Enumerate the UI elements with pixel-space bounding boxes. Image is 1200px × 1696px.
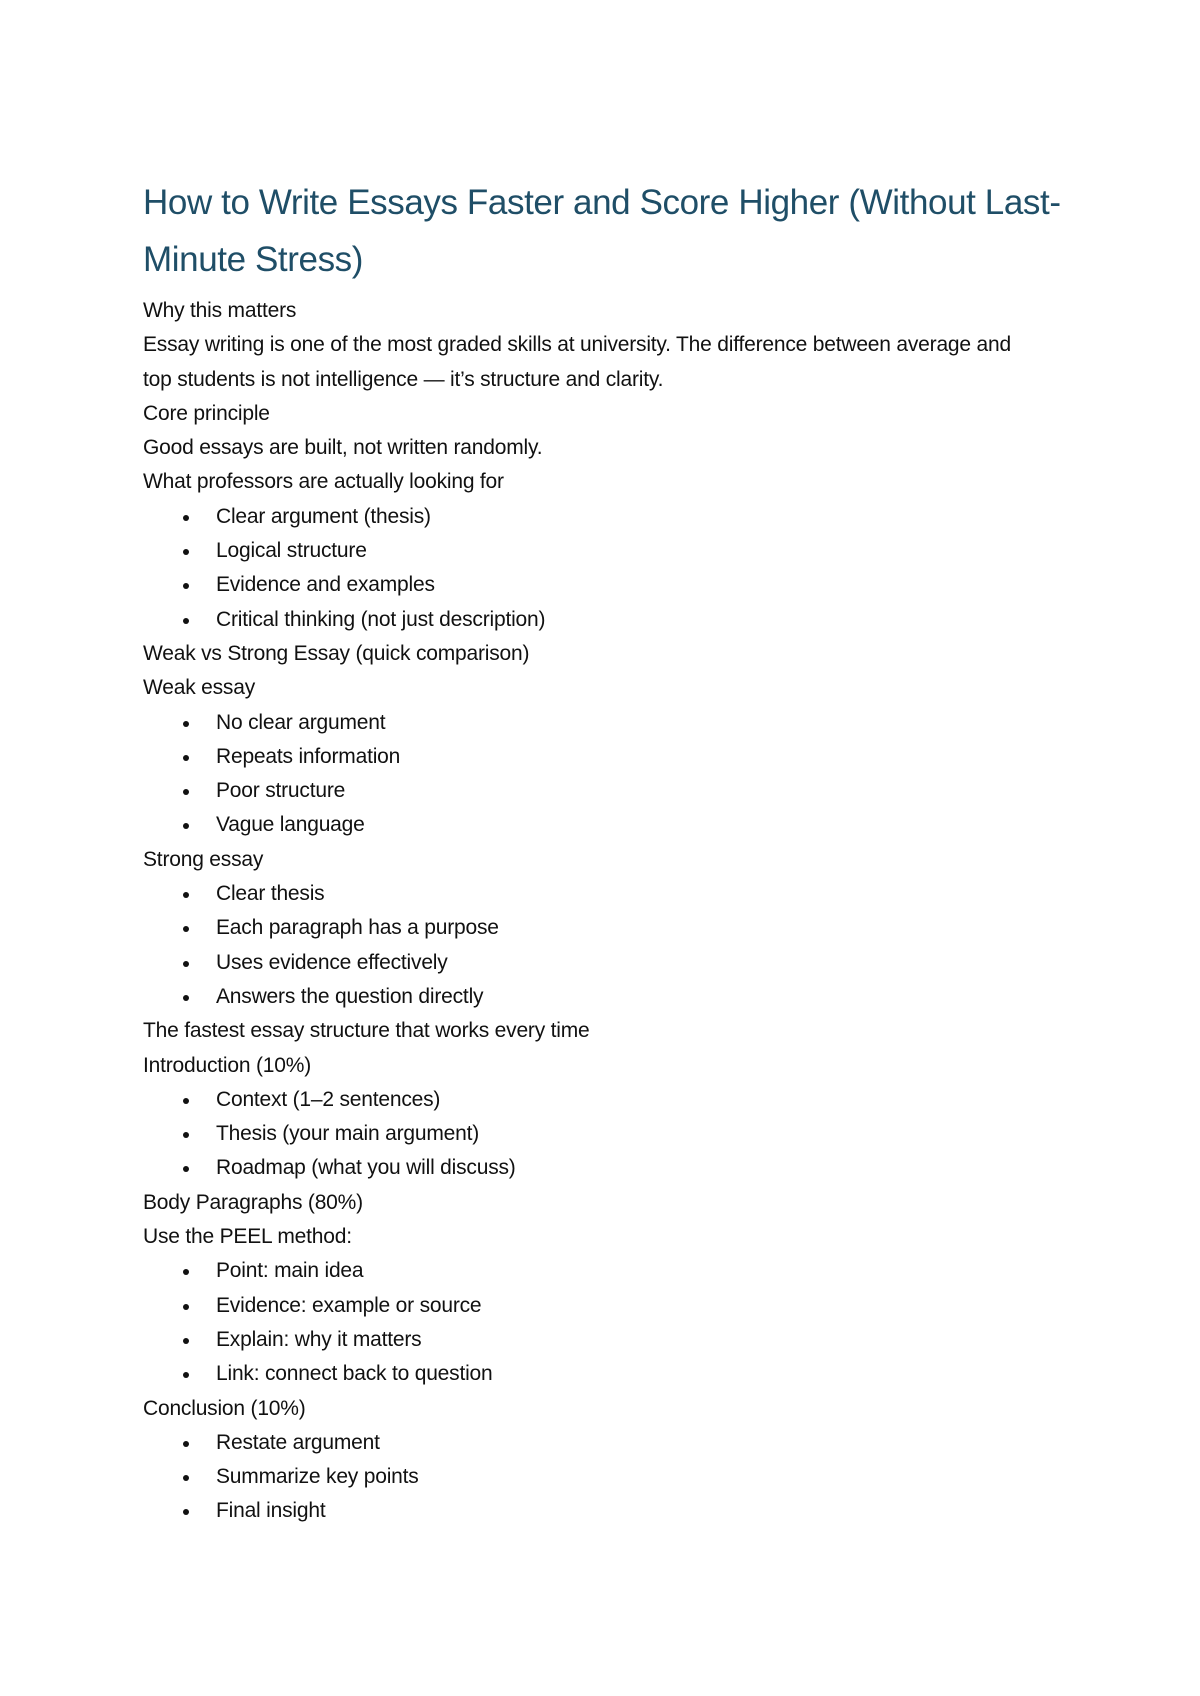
bullet-dot-icon — [183, 755, 189, 761]
bullet-dot-icon — [183, 789, 189, 795]
list-item: Critical thinking (not just description) — [143, 603, 1063, 637]
conclusion-heading: Conclusion (10%) — [143, 1396, 306, 1420]
list-item: Link: connect back to question — [143, 1357, 1063, 1391]
body-paragraphs-heading: Body Paragraphs (80%) — [143, 1190, 363, 1214]
peel-method-heading: Use the PEEL method: — [143, 1225, 352, 1249]
list-item: Each paragraph has a purpose — [143, 911, 1063, 945]
strong-essay-list — [143, 877, 1063, 1014]
bullet-dot-icon — [183, 995, 189, 1001]
bullet-dot-icon — [183, 1132, 189, 1138]
professors-list — [143, 500, 1063, 637]
list-item: Explain: why it matters — [143, 1323, 1063, 1357]
list-item: Evidence: example or source — [143, 1289, 1063, 1323]
list-item: Evidence and examples — [143, 568, 1063, 602]
bullet-dot-icon — [183, 1338, 189, 1344]
bullet-dot-icon — [183, 721, 189, 727]
bullet-dot-icon — [183, 1269, 189, 1275]
document-title: How to Write Essays Faster and Score Higher (Without Last-Minute Stress) — [143, 183, 1061, 279]
bullet-dot-icon — [183, 583, 189, 589]
why-heading: Why this matters — [143, 299, 297, 322]
core-heading: Core principle — [143, 401, 270, 425]
bullet-dot-icon — [183, 823, 189, 829]
document-page — [143, 174, 1063, 1529]
bullet-dot-icon — [183, 961, 189, 967]
weak-essay-heading: Weak essay — [143, 676, 255, 700]
conclusion-list — [143, 1426, 1063, 1529]
bullet-dot-icon — [183, 892, 189, 898]
list-item: Point: main idea — [143, 1254, 1063, 1288]
comparison-heading: Weak vs Strong Essay (quick comparison) — [143, 641, 530, 665]
core-text: Good essays are built, not written randomly. — [143, 436, 543, 460]
list-item: Uses evidence effectively — [143, 946, 1063, 980]
introduction-heading: Introduction (10%) — [143, 1053, 311, 1077]
bullet-dot-icon — [183, 1509, 189, 1515]
introduction-list — [143, 1083, 1063, 1186]
bullet-dot-icon — [183, 926, 189, 932]
list-item: Logical structure — [143, 534, 1063, 568]
list-item: Poor structure — [143, 774, 1063, 808]
list-item: Repeats information — [143, 740, 1063, 774]
list-item: Clear argument (thesis) — [143, 500, 1063, 534]
bullet-dot-icon — [183, 515, 189, 521]
bullet-dot-icon — [183, 1372, 189, 1378]
list-item: Final insight — [143, 1494, 1063, 1528]
list-item: Summarize key points — [143, 1460, 1063, 1494]
document-body — [143, 294, 1063, 1529]
list-item: Restate argument — [143, 1426, 1063, 1460]
weak-essay-list — [143, 706, 1063, 843]
bullet-dot-icon — [183, 1475, 189, 1481]
professors-heading: What professors are actually looking for — [143, 470, 504, 494]
bullet-dot-icon — [183, 1304, 189, 1310]
list-item: No clear argument — [143, 706, 1063, 740]
list-item: Clear thesis — [143, 877, 1063, 911]
list-item: Roadmap (what you will discuss) — [143, 1151, 1063, 1185]
list-item: Answers the question directly — [143, 980, 1063, 1014]
list-item: Vague language — [143, 808, 1063, 842]
list-item: Thesis (your main argument) — [143, 1117, 1063, 1151]
strong-essay-heading: Strong essay — [143, 847, 264, 871]
why-paragraph: Essay writing is one of the most graded skills at university. The difference between average and top students is not intelligence — it’s structure and clarity. — [143, 333, 1011, 391]
bullet-dot-icon — [183, 1441, 189, 1447]
peel-list — [143, 1254, 1063, 1391]
list-item: Context (1–2 sentences) — [143, 1083, 1063, 1117]
bullet-dot-icon — [183, 1166, 189, 1172]
structure-heading: The fastest essay structure that works every time — [143, 1019, 590, 1043]
bullet-dot-icon — [183, 618, 189, 624]
bullet-dot-icon — [183, 549, 189, 555]
bullet-dot-icon — [183, 1098, 189, 1104]
